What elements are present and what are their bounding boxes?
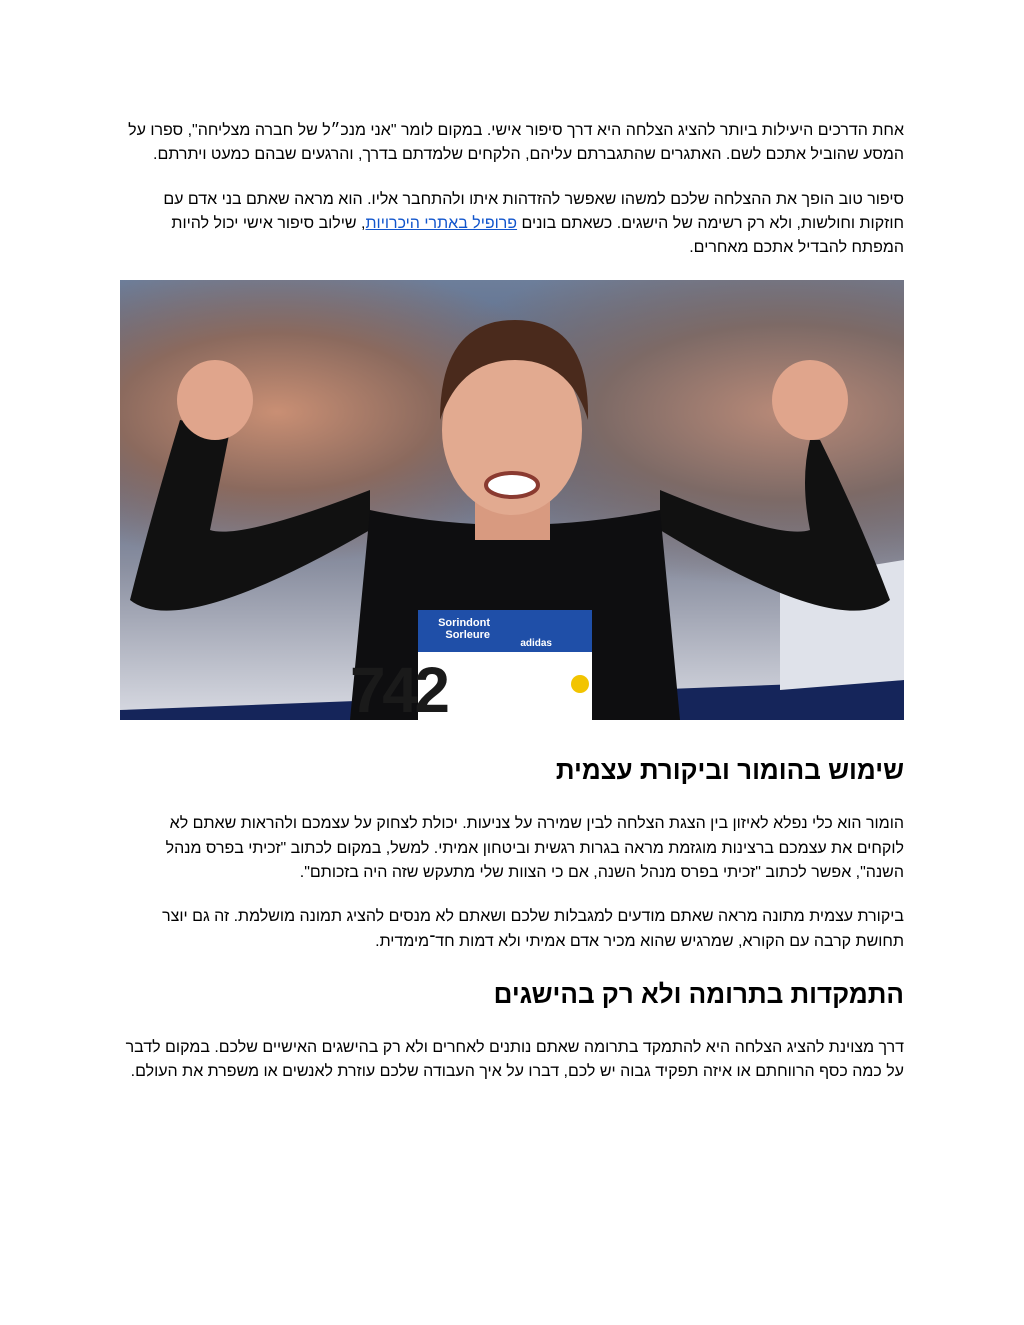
dating-profile-link[interactable]: פרופיל באתרי היכרויות <box>365 214 518 232</box>
bib-brand-2: Sorleure <box>445 629 490 642</box>
intro-text-before: סיפור טוב הופך את ההצלחה שלכם למשהו שאפשר להזדהות איתו ולהתחבר אליו. הוא מראה שאתם בני אדם עם חוזקות וחולשות, ולא רק רשימה של הישגים. כשאתם בונים <box>163 190 904 232</box>
article-body <box>120 119 904 1105</box>
intro-paragraph-1: אחת הדרכים היעילות ביותר להציג הצלחה היא דרך סיפור אישי. במקום לומר "אני מנכ״ל של חברה מצליחה", ספרו על המסע שהוביל אתכם לשם. האתגרים שהתגברתם עליהם, הלקחים שלמדתם בדרך, והרגעים שבהם כמעט ויתרתם. <box>128 122 904 164</box>
bib-sponsor: adidas <box>520 638 552 650</box>
runner-illustration <box>120 280 904 720</box>
section-heading-humor: שימוש בהומור וביקורת עצמית <box>555 755 904 786</box>
intro-text-after: , שילוב סיפור אישי יכול להיות המפתח להבדיל אתכם מאחרים. <box>171 214 904 257</box>
bib-number: 742 <box>350 654 450 721</box>
right-fist <box>772 360 848 440</box>
humor-paragraph-1: הומור הוא כלי נפלא לאיזון בין הצגת הצלחה לבין שמירה על צניעות. יכולת לצחוק על עצמכם ולהראות שאתם לא לוקחים את עצמכם ברצינות מוגזמת מראה בגרות רגשית וביטחון אמיתי. למשל, במקום לכתוב "זכיתי בפרס מנהל השנה", אפשר לכתוב "זכיתי בפרס מנהל השנה, אם כי הצוות שלי מתעקש שזה היה בזכותם". <box>165 815 904 882</box>
left-arm <box>130 420 370 611</box>
section-heading-contribution: התמקדות בתרומה ולא רק בהישגים <box>493 978 904 1009</box>
left-fist <box>177 360 253 440</box>
bib-chip-icon <box>571 675 589 693</box>
smile <box>486 473 538 497</box>
contribution-paragraph-1: דרך מצוינת להציג הצלחה היא להתמקד בתרומה שאתם נותנים לאחרים ולא רק בהישגים האישיים שלכם. במקום לדבר על כמה כסף הרווחתם או איזה תפקיד גבוה יש לכם, דברו על איך העבודה שלכם עוזרת לאנשים או משפרת את העולם. <box>125 1038 904 1081</box>
humor-paragraph-2: ביקורת עצמית מתונה מראה שאתם מודעים למגבלות שלכם ושאתם לא מנסים להציג תמונה מושלמת. זה גם יוצר תחושת קרבה עם הקורא, שמרגיש שהוא מכיר אדם אמיתי ולא דמות חד־מימדית. <box>162 908 904 950</box>
intro-paragraph-2 <box>120 188 904 261</box>
bib-brand-1: Sorindont <box>438 617 490 630</box>
right-arm <box>660 440 890 611</box>
runner-photo <box>120 280 904 720</box>
